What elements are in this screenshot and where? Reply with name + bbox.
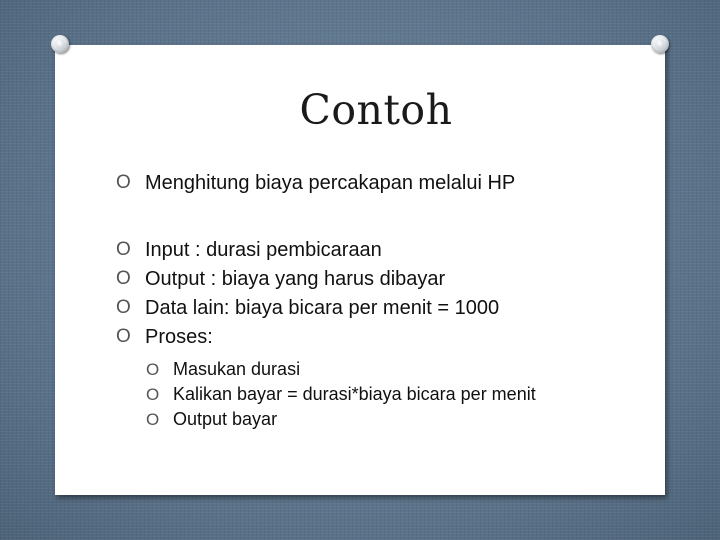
- bullet-circle-icon: O: [116, 326, 131, 347]
- bullet-item-data-lain: [114, 295, 654, 324]
- bullet-circle-icon: O: [116, 239, 131, 260]
- sub-bullet-text: Masukan durasi: [173, 359, 301, 379]
- sub-bullet-item: [114, 384, 654, 405]
- pushpin-icon: [651, 35, 669, 53]
- sub-bullet-text: Output bayar: [173, 409, 278, 429]
- bullet-text: Data lain: biaya bicara per menit = 1000: [145, 297, 500, 319]
- bullet-circle-icon: O: [146, 385, 160, 404]
- sub-bullet-item: [114, 409, 654, 430]
- bullet-item-input: [114, 237, 654, 266]
- bullet-text: Proses:: [145, 326, 213, 348]
- bullet-circle-icon: O: [116, 297, 131, 318]
- bullet-item-proses: [114, 324, 654, 353]
- bullet-text: Input : durasi pembicaraan: [145, 239, 382, 261]
- spacer: [114, 199, 654, 237]
- bullet-circle-icon: O: [146, 410, 160, 429]
- slide-title: Contoh: [299, 86, 453, 134]
- sub-bullet-text: Kalikan bayar = durasi*biaya bicara per menit: [173, 384, 536, 404]
- bullet-item-intro: [114, 170, 654, 199]
- slide-content: [114, 170, 654, 434]
- bullet-item-output: [114, 266, 654, 295]
- bullet-circle-icon: O: [146, 360, 160, 379]
- bullet-circle-icon: O: [116, 268, 131, 289]
- pushpin-icon: [51, 35, 69, 53]
- sub-bullet-item: [114, 359, 654, 380]
- bullet-text: Output : biaya yang harus dibayar: [145, 268, 446, 290]
- bullet-text: Menghitung biaya percakapan melalui HP: [145, 172, 516, 194]
- bullet-circle-icon: O: [116, 172, 131, 193]
- sub-bullet-list: [114, 359, 654, 430]
